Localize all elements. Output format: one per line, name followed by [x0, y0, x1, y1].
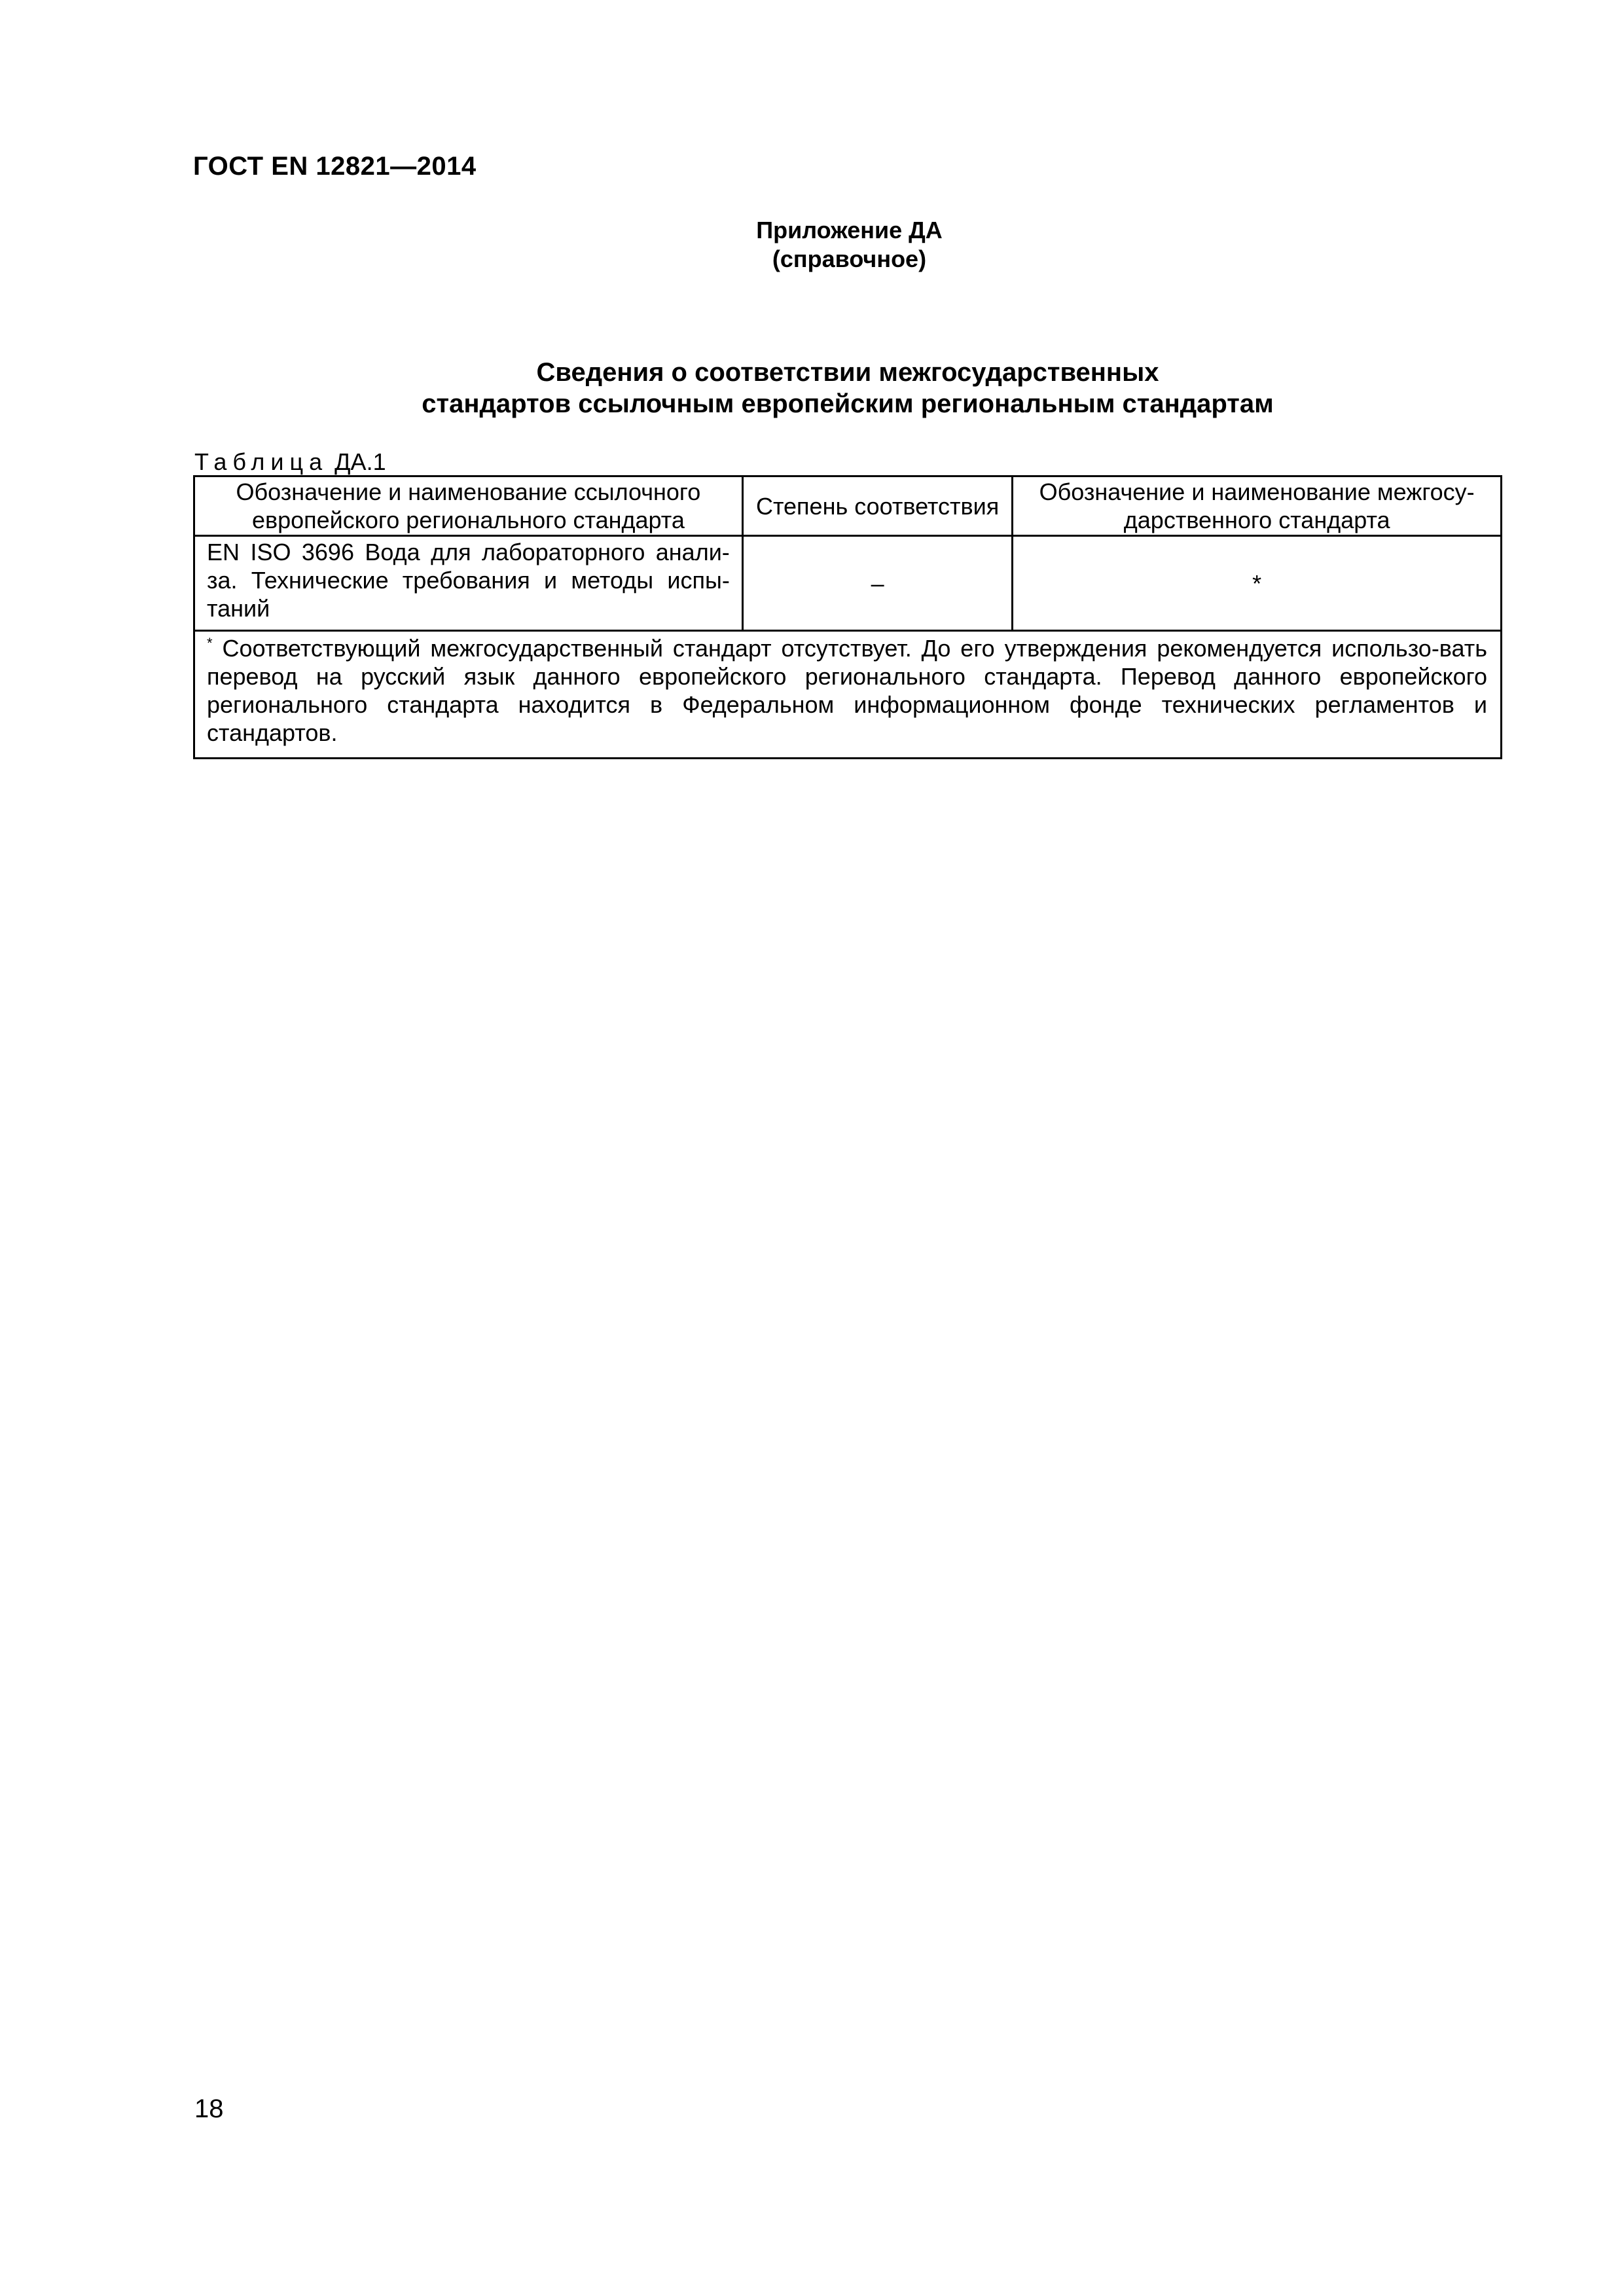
table-caption-word: Таблица: [194, 448, 329, 475]
cell-reference-standard: EN ISO 3696 Вода для лабораторного анали-за. Технические требования и методы испы-таний: [194, 536, 743, 631]
section-title-line-2: стандартов ссылочным европейским региональным стандартам: [422, 389, 1274, 418]
appendix-name: Приложение ДА: [756, 217, 943, 243]
cell-interstate-standard: *: [1013, 536, 1502, 631]
appendix-heading: [740, 216, 959, 274]
cell-conformity-degree: –: [742, 536, 1013, 631]
page-number: 18: [194, 2094, 224, 2123]
section-title-line-1: Сведения о соответствии межгосударственных: [536, 358, 1159, 387]
table-header-row: [194, 476, 1502, 536]
header-reference-standard: Обозначение и наименование ссылочного европейского регионального стандарта: [194, 476, 743, 536]
table-row: [194, 536, 1502, 631]
footnote-text: Соответствующий межгосударственный стандарт отсутствует. До его утверждения рекомендуется использо-вать перевод на русский язык данного европейского регионального стандарта. Перевод данного европейского регионального стандарта находится в Федеральном информационном фонде технических регламентов и стандартов.: [207, 635, 1487, 746]
table-footnote-row: [194, 631, 1502, 759]
table-caption-number: ДА.1: [334, 448, 386, 475]
section-title: [193, 357, 1502, 420]
table-footnote: [194, 631, 1502, 759]
document-code: ГОСТ EN 12821—2014: [193, 152, 477, 181]
table-caption: [194, 449, 386, 475]
appendix-status: (справочное): [772, 245, 927, 272]
header-conformity-degree: Степень соответствия: [742, 476, 1013, 536]
conformity-table: [193, 475, 1502, 759]
header-interstate-standard: Обозначение и наименование межгосу-дарственного стандарта: [1013, 476, 1502, 536]
footnote-mark: *: [207, 635, 213, 651]
